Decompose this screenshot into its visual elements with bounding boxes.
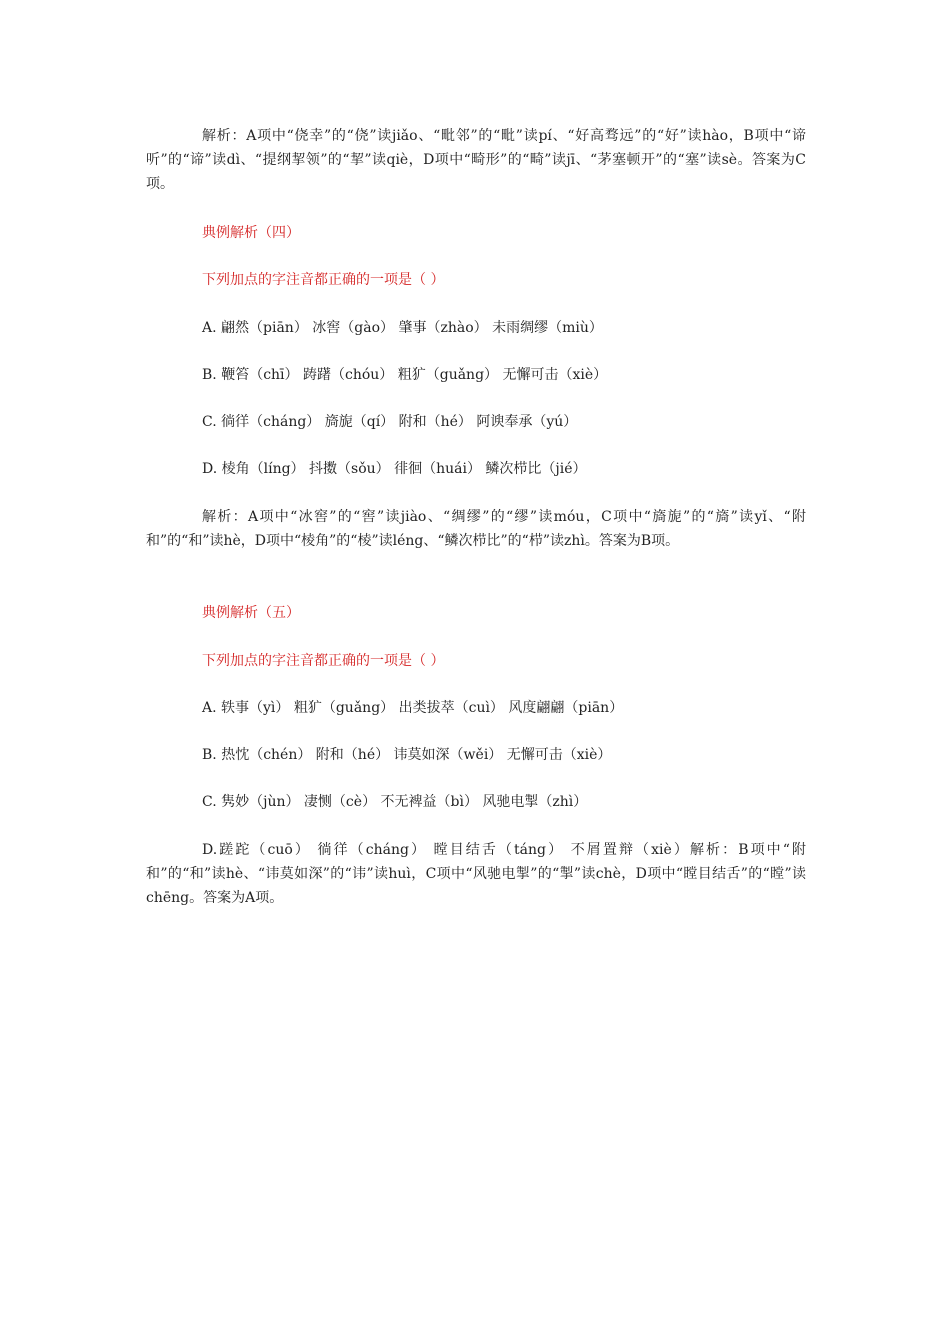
example-4-heading: 典例解析（四）	[202, 225, 300, 241]
example-5-option-c: C. 隽妙（jùn） 凄恻（cè） 不无裨益（bì） 风驰电掣（zhì）	[202, 794, 588, 810]
example-5-option-b: B. 热忱（chén） 附和（hé） 讳莫如深（wěi） 无懈可击（xiè）	[202, 747, 612, 763]
example-4-option-b: B. 鞭笞（chī） 踌躇（chóu） 粗犷（guǎng） 无懈可击（xiè）	[202, 367, 608, 383]
example-5-heading: 典例解析（五）	[202, 605, 300, 621]
analysis-paragraph-3: 解析：A项中“侥幸”的“侥”读jiǎo、“毗邻”的“毗”读pí、“好高骛远”的“好”读hào，B项中“谛听”的“谛”读dì、“提纲挈领”的“挈”读qiè，D项中“畸形”的“畸”读jī、“茅塞顿开”的“塞”读sè。答案为C项。	[146, 128, 806, 192]
example-5-option-d-and-analysis: D.蹉跎（cuō） 徜徉（cháng） 瞠目结舌（táng） 不屑置辩（xiè）解析：B项中“附和”的“和”读hè、“讳莫如深”的“讳”读huì，C项中“风驰电掣”的“掣”读chè，D项中“瞠目结舌”的“瞠”读chēng。答案为A项。	[146, 842, 806, 906]
example-4-option-c: C. 徜徉（cháng） 旖旎（qí） 附和（hé） 阿谀奉承（yú）	[202, 414, 578, 430]
example-5-question: 下列加点的字注音都正确的一项是（ ）	[202, 653, 445, 669]
example-4-question: 下列加点的字注音都正确的一项是（ ）	[202, 272, 445, 288]
example-4-option-d: D. 棱角（líng） 抖擞（sǒu） 徘徊（huái） 鳞次栉比（jié）	[202, 461, 587, 477]
example-4-analysis: 解析：A项中“冰窖”的“窖”读jiào、“绸缪”的“缪”读móu，C项中“旖旎”的“旖”读yǐ、“附和”的“和”读hè，D项中“棱角”的“棱”读léng、“鳞次栉比”的“栉”读zhì。答案为B项。	[146, 509, 806, 549]
example-4-option-a: A. 翩然（piān） 冰窖（gào） 肇事（zhào） 未雨绸缪（miù）	[202, 320, 603, 336]
example-5-option-a: A. 轶事（yì） 粗犷（guǎng） 出类拔萃（cuì） 风度翩翩（piān）	[202, 700, 624, 716]
